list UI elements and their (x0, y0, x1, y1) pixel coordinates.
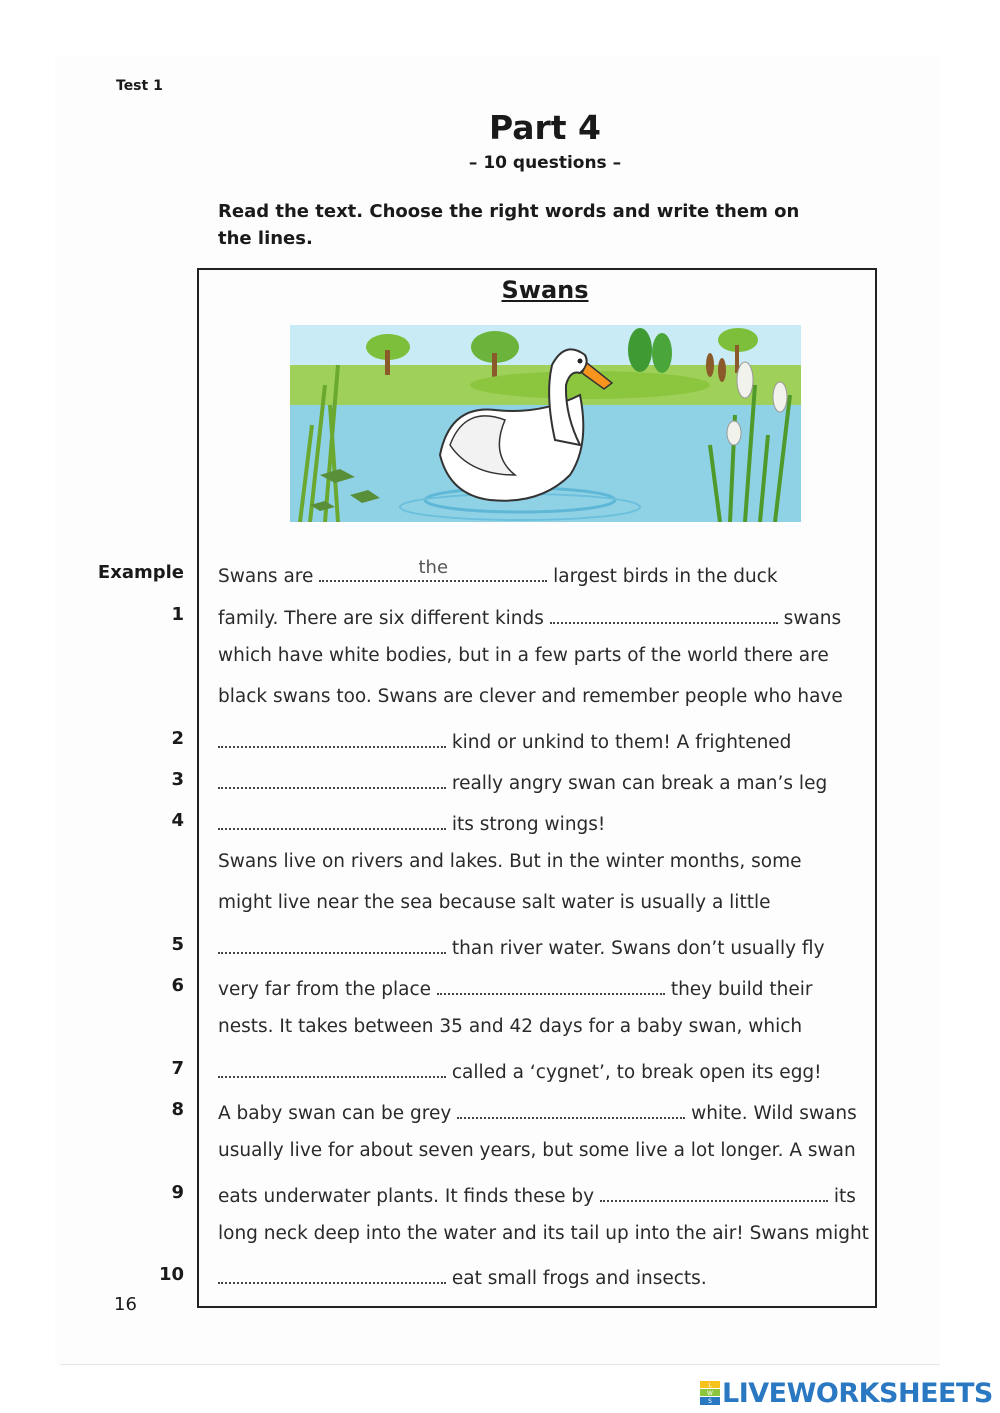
label-2: 2 (171, 728, 184, 749)
cattail-5 (718, 358, 726, 382)
text-line: its strong wings! (218, 810, 868, 835)
instruction-text: Read the text. Choose the right words and write them on the lines. (218, 201, 800, 249)
text-line: nests. It takes between 35 and 42 days for a baby swan, which (218, 1016, 803, 1037)
svg-text:W: W (707, 1390, 713, 1397)
liveworksheets-logo-icon (700, 1381, 720, 1405)
liveworksheets-brand[interactable] (700, 1378, 993, 1408)
label-9: 9 (171, 1182, 184, 1203)
brand-name: LIVEWORKSHEETS (722, 1377, 993, 1409)
text-line: long neck deep into the water and its tail up into the air! Swans might (218, 1223, 869, 1244)
text-line: than river water. Swans don’t usually fly (218, 934, 868, 959)
cattail-2 (773, 382, 787, 412)
answer-blank-2[interactable] (218, 728, 446, 748)
text-line: eats underwater plants. It finds these by its (218, 1182, 868, 1207)
example-answer-blank (319, 557, 547, 582)
text-line: usually live for about seven years, but some live a lot longer. A swan (218, 1140, 856, 1161)
answer-blank-1[interactable] (550, 604, 778, 624)
svg-text:S: S (708, 1398, 712, 1405)
label-10: 10 (158, 1264, 184, 1285)
label-8: 8 (171, 1099, 184, 1120)
text-line: which have white bodies, but in a few parts of the world there are (218, 645, 829, 666)
answer-blank-7[interactable] (218, 1058, 446, 1078)
answer-blank-8[interactable] (457, 1099, 685, 1119)
tree-3 (628, 328, 652, 372)
test-label: Test 1 (116, 78, 163, 94)
text-line: kind or unkind to them! A frightened (218, 728, 868, 753)
label-5: 5 (171, 934, 184, 955)
text-line: Swans are the largest birds in the duck (218, 557, 778, 587)
text-line: really angry swan can break a man’s leg (218, 769, 868, 794)
answer-blank-5[interactable] (218, 934, 446, 954)
answer-blank-9[interactable] (600, 1182, 828, 1202)
label-3: 3 (171, 769, 184, 790)
page-number: 16 (114, 1294, 137, 1315)
answer-blank-3[interactable] (218, 769, 446, 789)
text-line: eat small frogs and insects. (218, 1264, 868, 1289)
text-line: A baby swan can be grey white. Wild swans (218, 1099, 868, 1124)
cattail-1 (737, 362, 753, 398)
swan-eye (578, 359, 583, 364)
label-7: 7 (171, 1058, 184, 1079)
answer-blank-6[interactable] (437, 975, 665, 995)
cattail-4 (706, 353, 714, 377)
label-6: 6 (171, 975, 184, 996)
text-line: black swans too. Swans are clever and remember people who have (218, 686, 843, 707)
footer-divider (60, 1364, 940, 1365)
swan-illustration (290, 325, 801, 522)
label-4: 4 (171, 810, 184, 831)
answer-blank-4[interactable] (218, 810, 446, 830)
text-line: very far from the place they build their (218, 975, 868, 1000)
text-line: called a ‘cygnet’, to break open its egg! (218, 1058, 868, 1083)
text-line: Swans live on rivers and lakes. But in the winter months, some (218, 851, 802, 872)
story-title: Swans (501, 276, 589, 304)
part-subtitle: – 10 questions – (468, 153, 622, 173)
text-line: might live near the sea because salt water is usually a little (218, 892, 771, 913)
text-line: family. There are six different kinds swans (218, 604, 868, 629)
cattail-3 (727, 421, 741, 445)
label-example: Example (97, 562, 184, 583)
part-title: Part 4 (488, 108, 602, 147)
svg-text:L: L (708, 1382, 712, 1389)
example-answer: the (418, 557, 449, 578)
label-1: 1 (171, 604, 184, 625)
answer-blank-10[interactable] (218, 1264, 446, 1284)
tree-4 (652, 333, 672, 373)
